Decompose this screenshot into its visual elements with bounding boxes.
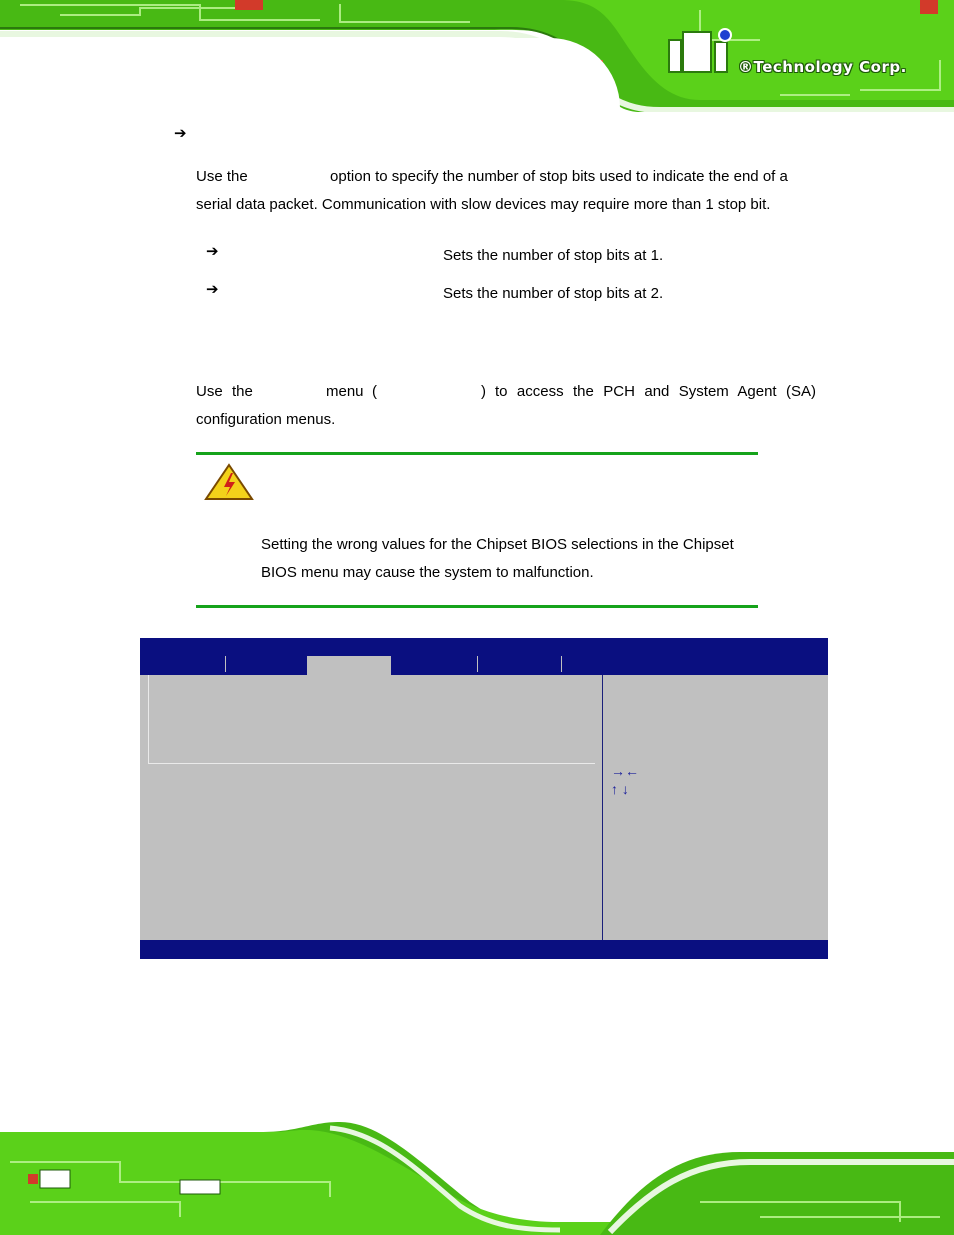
bios-footer-bar bbox=[140, 940, 828, 959]
chipset-text-rest: to access the PCH and System Agent (SA) bbox=[495, 383, 816, 400]
bios-menu-items-panel bbox=[148, 675, 595, 764]
header-white-panel bbox=[0, 38, 620, 112]
bios-help-divider bbox=[602, 675, 603, 940]
bios-menu-bar bbox=[140, 638, 828, 675]
warning-text-line2: BIOS menu may cause the system to malfunction. bbox=[261, 564, 594, 581]
stop-bits-text-start: Use the bbox=[196, 168, 248, 185]
warning-top-rule bbox=[196, 452, 758, 455]
warning-text-line1: Setting the wrong values for the Chipset BIOS selections in the Chipset bbox=[261, 536, 734, 553]
chipset-open-paren: ( bbox=[372, 383, 377, 400]
bios-tab-separator bbox=[477, 656, 478, 672]
iei-logo-mark bbox=[667, 28, 733, 74]
chipset-word-use: Use bbox=[196, 383, 223, 400]
bios-tab-chipset-active[interactable] bbox=[307, 656, 391, 675]
section-bullet-arrow-icon: ➔ bbox=[174, 125, 187, 142]
warning-bottom-rule bbox=[196, 605, 758, 608]
option-1-description: Sets the number of stop bits at 1. bbox=[443, 247, 664, 264]
footer-banner bbox=[0, 1122, 954, 1235]
option-bullet-arrow-icon: ➔ bbox=[206, 281, 219, 298]
option-2-description: Sets the number of stop bits at 2. bbox=[443, 285, 664, 302]
chipset-word-the: the bbox=[232, 383, 253, 400]
bios-key-up-down-icon: ↑ ↓ bbox=[611, 781, 629, 797]
company-logo bbox=[667, 28, 733, 74]
stop-bits-paragraph-line2: serial data packet. Communication with slow devices may require more than 1 stop bit. bbox=[196, 196, 771, 213]
bios-tab-separator bbox=[225, 656, 226, 672]
bios-key-left-right-icon: →← bbox=[611, 763, 639, 779]
chipset-word-menu: menu bbox=[326, 383, 364, 400]
stop-bits-text-rest: option to specify the number of stop bits used to indicate the end of a bbox=[330, 168, 788, 185]
bios-screen bbox=[140, 638, 828, 959]
bios-tab-separator bbox=[561, 656, 562, 672]
stop-bits-paragraph-line1 bbox=[196, 163, 816, 191]
warning-icon bbox=[204, 463, 254, 501]
chipset-close-paren: ) bbox=[481, 383, 486, 400]
option-bullet-arrow-icon: ➔ bbox=[206, 243, 219, 260]
chipset-paragraph-line2: configuration menus. bbox=[196, 411, 336, 428]
company-tagline: ®Technology Corp. bbox=[738, 58, 907, 76]
chipset-paragraph-line1 bbox=[196, 378, 816, 406]
